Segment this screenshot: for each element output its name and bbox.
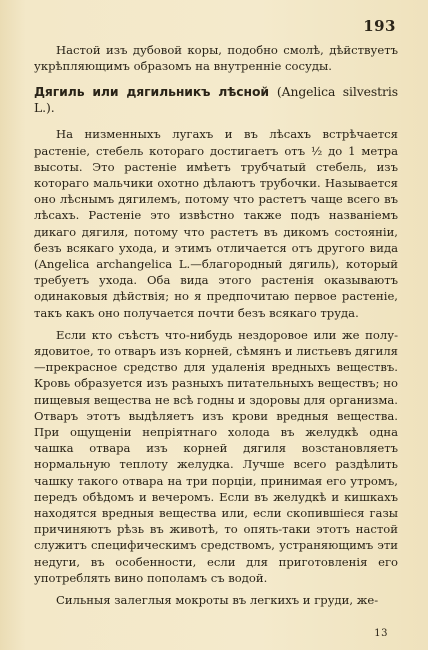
intro-paragraph: Настой изъ дубовой коры, подобно смолѣ, дѣйствуетъ укрѣпляющимъ образомъ на внутренніе сосуды.: [34, 43, 398, 74]
printer-signature: 13: [374, 628, 388, 639]
paragraph-continued: Сильныя залеглыя мокроты въ легкихъ и груди, же-: [56, 593, 379, 608]
heading-russian: Дягиль или дягильникъ лѣсной: [34, 84, 269, 100]
section-heading: [34, 84, 398, 116]
paragraph-uses: Если кто съѣстъ что-нибудь нездоровое или же полу-ядовитое, то отваръ изъ корней, сѣмянъ и листьевъ дягиля—прекрасное средство для удаленія вредныхъ веществъ. Кровь образуется изъ разныхъ питательныхъ веществъ; но пищевыя вещества не всѣ годны и здоровы для организма. Отваръ этотъ выдѣляетъ изъ крови вредныя вещества. При ощущеніи непріятнаго холода въ желудкѣ одна чашка отвара изъ корней дягиля возстановляетъ нормальную теплоту желудка. Лучше всего раздѣлить чашку такого отвара на три порціи, принимая его утромъ, передъ обѣдомъ и вечеромъ. Если въ желудкѣ и кишкахъ находятся вредныя вещества или, если скопившіеся газы причиняютъ рѣзь въ животѣ, то опять-таки этотъ настой служитъ специфическимъ средствомъ, устраняющимъ эти недуги, въ особенности, если для приготовленія его употреблять вино пополамъ съ водой.: [34, 327, 398, 585]
page-number: 193: [363, 17, 396, 35]
page-body: [34, 42, 398, 608]
paragraph-description: На низменныхъ лугахъ и въ лѣсахъ встрѣчается растеніе, стебель котораго достигаетъ отъ ½ до 1 метра высоты. Это растеніе имѣетъ трубчатый стебель, изъ котораго мальчики охотно дѣлаютъ трубочки. Называется оно лѣснымъ дягилемъ, потому что растетъ чаще всего въ лѣсахъ. Растеніе это извѣстно также подъ названіемъ дикаго дягиля, потому что растетъ въ дикомъ состояніи, безъ всякаго ухода, и этимъ отличается отъ другого вида (Angelica archangelica L.—благородный дягиль), который требуетъ ухода. Оба вида этого растенія оказываютъ одинаковыя дѣйствія; но я предпочитаю первое растеніе, такъ какъ оно получается почти безъ всякаго труда.: [34, 127, 398, 320]
heading-latin: (Angelica silvestris L.).: [34, 84, 398, 116]
